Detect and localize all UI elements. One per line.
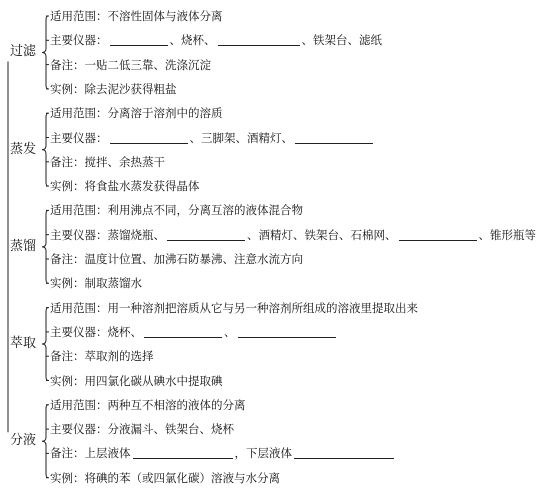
- fill-in-blank[interactable]: [294, 443, 394, 459]
- row-text: 备注：上层液体: [50, 446, 131, 461]
- section-1-row-0: [50, 103, 223, 123]
- section-4-row-2: [50, 443, 396, 463]
- row-text: 实例：除去泥沙获得粗盐: [50, 81, 177, 96]
- category-label: 蒸发: [10, 141, 37, 157]
- fill-in-blank[interactable]: [110, 128, 188, 144]
- row-text: 、酒精灯、铁架台、石棉网、: [247, 227, 397, 242]
- section-2-row-2: [50, 249, 303, 269]
- row-text: 备注：萃取剂的选择: [50, 349, 154, 364]
- row-text: 、三脚架、酒精灯、: [189, 130, 293, 145]
- section-4-row-3: [50, 468, 280, 488]
- row-text: 适用范围：利用沸点不同，分离互溶的液体混合物: [50, 203, 303, 218]
- fill-in-blank[interactable]: [295, 128, 373, 144]
- section-1-row-3: [50, 176, 200, 196]
- row-text: 、锥形瓶等: [478, 227, 536, 242]
- row-text: 备注：温度计位置、加沸石防暴沸、注意水流方向: [50, 252, 303, 266]
- category-label: 分液: [10, 433, 37, 449]
- section-2-row-3: [50, 273, 142, 293]
- row-text: 实例：制取蒸馏水: [50, 276, 142, 291]
- category-label: 过滤: [10, 44, 37, 60]
- section-3-row-0: [50, 298, 418, 318]
- section-2-row-0: [50, 200, 303, 220]
- section-3-row-3: [50, 371, 223, 391]
- fill-in-blank[interactable]: [238, 322, 336, 338]
- fill-in-blank[interactable]: [133, 443, 233, 459]
- fill-in-blank[interactable]: [144, 322, 222, 338]
- section-2-row-1: [50, 225, 536, 245]
- row-text: 主要仪器：蒸馏烧瓶、: [50, 227, 165, 242]
- row-text: 适用范围：用一种溶剂把溶质从它与另一种溶剂所组成的溶液里提取出来: [50, 300, 418, 315]
- fill-in-blank[interactable]: [167, 225, 245, 241]
- section-3-row-1: [50, 322, 338, 342]
- section-1-row-2: [50, 152, 165, 172]
- section-0-row-3: [50, 79, 177, 99]
- row-text: 主要仪器：烧杯、: [50, 324, 142, 339]
- row-text: 主要仪器：: [50, 33, 108, 48]
- section-0-row-1: [50, 30, 382, 50]
- section-0-row-2: [50, 55, 211, 75]
- fill-in-blank[interactable]: [218, 30, 300, 46]
- row-text: 、铁架台、滤纸: [301, 33, 382, 48]
- row-text: 、: [224, 324, 236, 339]
- fill-in-blank[interactable]: [110, 30, 168, 46]
- section-4-row-0: [50, 395, 246, 415]
- row-text: 备注：搅拌、余热蒸干: [50, 154, 165, 169]
- row-text: 实例：将碘的苯（或四氯化碳）溶液与水分离: [50, 470, 280, 485]
- section-0-row-0: [50, 6, 223, 26]
- fill-in-blank[interactable]: [399, 225, 477, 241]
- section-1-row-1: [50, 128, 375, 148]
- row-text: 主要仪器：分液漏斗、铁架台、烧杯: [50, 422, 234, 437]
- section-4-row-1: [50, 419, 234, 439]
- row-text: 主要仪器：: [50, 130, 108, 145]
- row-text: 适用范围：两种互不相溶的液体的分离: [50, 397, 246, 412]
- category-label: 蒸馏: [10, 238, 37, 254]
- row-text: 、烧杯、: [169, 33, 216, 48]
- row-text: 备注：一贴二低三靠、洗涤沉淀: [50, 57, 211, 72]
- row-text: 适用范围：不溶性固体与液体分离: [50, 9, 223, 23]
- section-3-row-2: [50, 346, 154, 366]
- row-text: 实例：用四氯化碳从碘水中提取碘: [50, 373, 223, 388]
- category-label: 萃取: [10, 336, 37, 352]
- row-text: 适用范围：分离溶于溶剂中的溶质: [50, 106, 223, 121]
- row-text: ，下层液体: [234, 446, 292, 461]
- row-text: 实例：将食盐水蒸发获得晶体: [50, 179, 200, 194]
